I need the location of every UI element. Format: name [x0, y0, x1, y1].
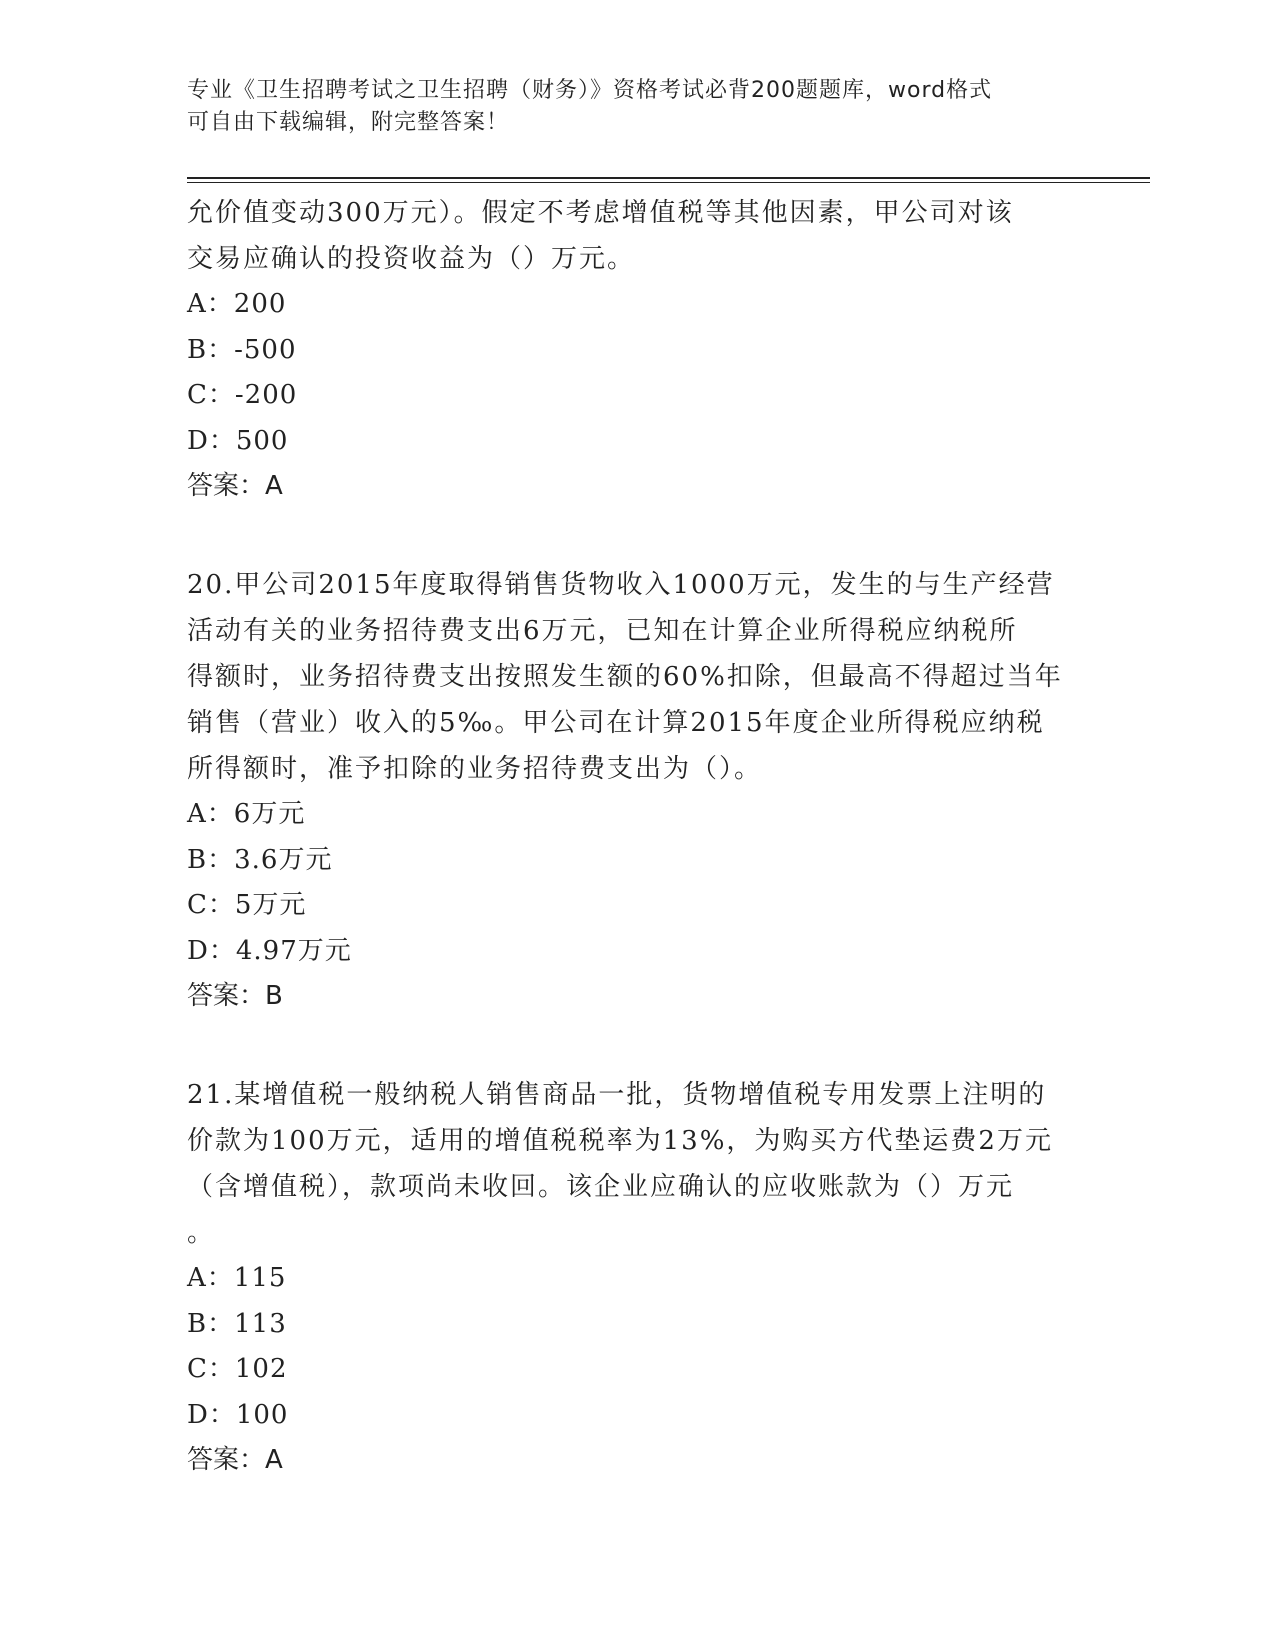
question-text-line: 得额时，业务招待费支出按照发生额的60%扣除，但最高不得超过当年 [187, 662, 1063, 692]
question-21 [187, 1072, 1087, 1482]
question-text-line: 允价值变动300万元）。假定不考虑增值税等其他因素，甲公司对该 [187, 198, 1014, 228]
question-text-line: 。 [187, 1218, 216, 1248]
header-title-line-1: 专业《卫生招聘考试之卫生招聘（财务）》资格考试必背200题题库，word格式 [187, 78, 993, 103]
question-text-line: 21.某增值税一般纳税人销售商品一批，货物增值税专用发票上注明的 [187, 1080, 1047, 1110]
question-text-line: （含增值税），款项尚未收回。该企业应确认的应收账款为（）万元 [187, 1172, 1015, 1202]
option-d: D：100 [187, 1399, 289, 1430]
header-divider [187, 177, 1150, 179]
question-text-line: 价款为100万元，适用的增值税税率为13%，为购买方代垫运费2万元 [187, 1126, 1053, 1156]
question-19 [187, 190, 1087, 508]
option-a: A：200 [187, 289, 287, 319]
question-20 [187, 562, 1087, 1018]
option-b: B：113 [187, 1308, 287, 1339]
answer-label: 答案：A [187, 471, 283, 501]
header-divider-thin [187, 182, 1150, 183]
option-d: D：500 [187, 425, 289, 456]
question-text-line: 销售（营业）收入的5‰。甲公司在计算2015年度企业所得税应纳税 [187, 708, 1045, 738]
option-d: D：4.97万元 [187, 935, 352, 966]
answer-label: 答案：A [187, 1445, 283, 1475]
question-text-line: 所得额时，准予扣除的业务招待费支出为（）。 [187, 754, 763, 784]
option-a: A：115 [187, 1263, 287, 1293]
option-c: C：102 [187, 1354, 288, 1384]
header-title-line-2: 可自由下载编辑，附完整答案！ [187, 110, 510, 135]
option-b: B：-500 [187, 334, 297, 365]
option-c: C：-200 [187, 380, 298, 410]
answer-label: 答案：B [187, 981, 283, 1011]
option-b: B：3.6万元 [187, 844, 333, 875]
question-text-line: 活动有关的业务招待费支出6万元，已知在计算企业所得税应纳税所 [187, 616, 1018, 646]
page-header [187, 75, 1067, 139]
option-c: C：5万元 [187, 890, 307, 920]
question-text-line: 20.甲公司2015年度取得销售货物收入1000万元，发生的与生产经营 [187, 570, 1055, 600]
question-list [187, 190, 1087, 1482]
option-a: A：6万元 [187, 799, 306, 829]
question-text-line: 交易应确认的投资收益为（）万元。 [187, 244, 636, 274]
